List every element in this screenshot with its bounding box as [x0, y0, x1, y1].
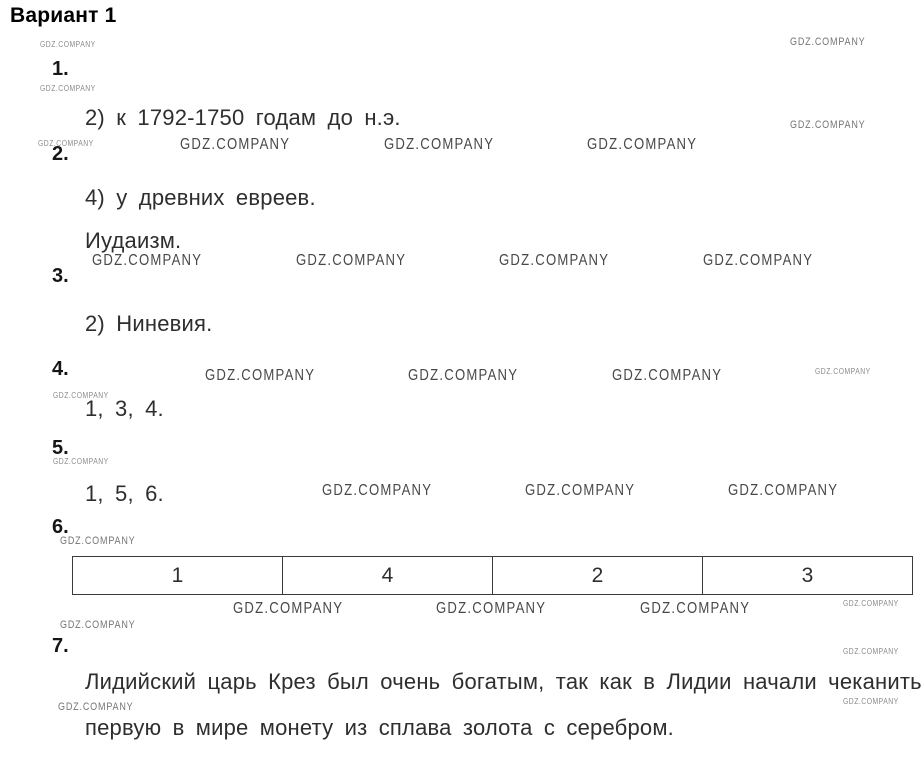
watermark: GDZ.COMPANY: [790, 36, 866, 48]
answer-7-line-1: Лидийский царь Крез был очень богатым, так как в Лидии начали чеканить: [85, 669, 922, 694]
watermark: GDZ.COMPANY: [40, 40, 96, 49]
table-cell-2: 4: [283, 557, 493, 595]
table-cell-1: 1: [73, 557, 283, 595]
answer-6-table: [72, 556, 913, 595]
answer-3-text: 2) Ниневия.: [85, 311, 213, 336]
answer-1-text: 2) к 1792-1750 годам до н.э.: [85, 105, 401, 130]
question-4-number: 4.: [52, 358, 69, 380]
watermark: GDZ.COMPANY: [436, 600, 547, 617]
watermark: GDZ.COMPANY: [233, 600, 344, 617]
watermark: GDZ.COMPANY: [38, 139, 94, 148]
answer-4-text: 1, 3, 4.: [85, 396, 164, 421]
watermark: GDZ.COMPANY: [843, 599, 899, 608]
answer-7-line-2: первую в мире монету из сплава золота с серебром.: [85, 715, 674, 740]
table-row: [73, 557, 913, 595]
watermark: GDZ.COMPANY: [843, 697, 899, 706]
watermark: GDZ.COMPANY: [587, 136, 698, 153]
watermark: GDZ.COMPANY: [612, 367, 723, 384]
table-cell-3: 2: [493, 557, 703, 595]
watermark: GDZ.COMPANY: [60, 535, 136, 547]
answer-2-text-1: 4) у древних евреев.: [85, 185, 316, 210]
answer-2-text-2: Иудаизм.: [85, 228, 182, 253]
watermark: GDZ.COMPANY: [843, 647, 899, 656]
watermark: GDZ.COMPANY: [205, 367, 316, 384]
watermark: GDZ.COMPANY: [58, 701, 134, 713]
watermark: GDZ.COMPANY: [53, 457, 109, 466]
watermark: GDZ.COMPANY: [322, 482, 433, 499]
question-2-number: 2.: [52, 143, 69, 165]
answer-5-text: 1, 5, 6.: [85, 481, 164, 506]
watermark: GDZ.COMPANY: [640, 600, 751, 617]
watermark: GDZ.COMPANY: [408, 367, 519, 384]
table-cell-4: 3: [703, 557, 913, 595]
watermark: GDZ.COMPANY: [53, 391, 109, 400]
watermark: GDZ.COMPANY: [703, 252, 814, 269]
question-6-number: 6.: [52, 516, 69, 538]
watermark: GDZ.COMPANY: [384, 136, 495, 153]
watermark: GDZ.COMPANY: [728, 482, 839, 499]
page-title: Вариант 1: [10, 4, 117, 27]
question-5-number: 5.: [52, 437, 69, 459]
watermark: GDZ.COMPANY: [92, 252, 203, 269]
watermark: GDZ.COMPANY: [499, 252, 610, 269]
watermark: GDZ.COMPANY: [525, 482, 636, 499]
watermark: GDZ.COMPANY: [296, 252, 407, 269]
watermark: GDZ.COMPANY: [790, 119, 866, 131]
question-3-number: 3.: [52, 265, 69, 287]
question-1-number: 1.: [52, 58, 69, 80]
question-7-number: 7.: [52, 635, 69, 657]
watermark: GDZ.COMPANY: [40, 84, 96, 93]
watermark: GDZ.COMPANY: [60, 619, 136, 631]
watermark: GDZ.COMPANY: [180, 136, 291, 153]
watermark: GDZ.COMPANY: [815, 367, 871, 376]
